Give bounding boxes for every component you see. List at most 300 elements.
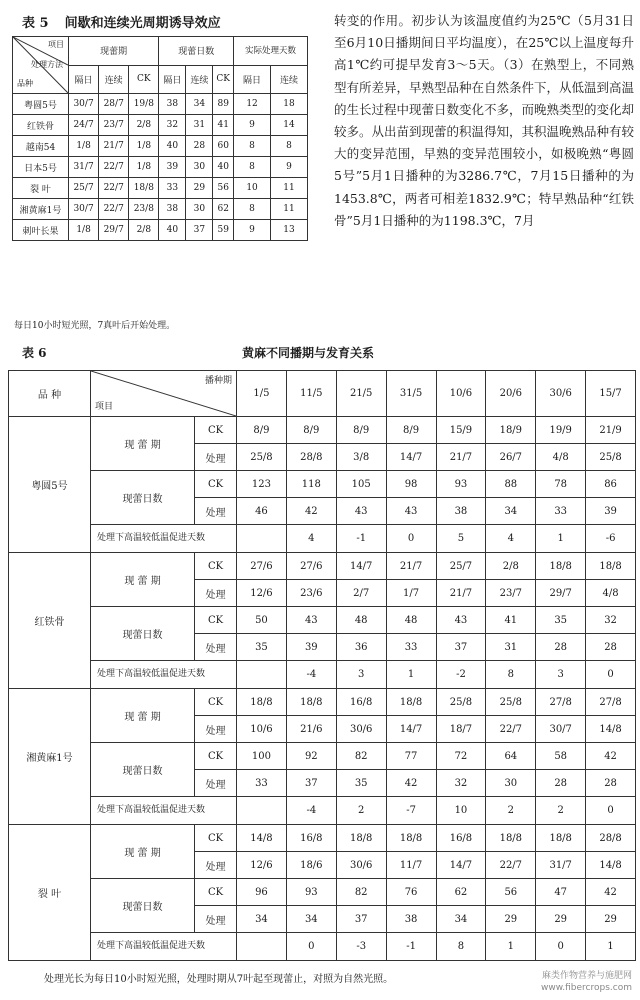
table6-cell: 33 — [237, 770, 287, 797]
table6-item-label: 现 蕾 期 — [91, 689, 195, 743]
table6-h-variety: 品 种 — [9, 371, 91, 417]
table5-cell: 12 — [234, 94, 271, 115]
table5-label: 表 5 — [22, 16, 49, 31]
table6-cell: 18/8 — [336, 825, 386, 852]
table6-advance-label: 处理下高温较低温促进天数 — [91, 933, 237, 961]
table6-kind-label: 处理 — [195, 580, 237, 607]
table5-h-item: 项目 — [48, 40, 64, 49]
table6-cell: 37 — [436, 634, 486, 661]
table6-cell: 21/7 — [436, 580, 486, 607]
table6-cell: 43 — [436, 607, 486, 634]
table6-cell: -3 — [336, 933, 386, 961]
table5-cell: 56 — [213, 178, 234, 199]
table6-cell: 14/8 — [237, 825, 287, 852]
table5-cell: 59 — [213, 220, 234, 241]
table6-title: 黄麻不同播期与发育关系 — [242, 346, 375, 360]
table5-subheader: 隔日 — [69, 65, 99, 94]
table6-cell: 18/8 — [386, 689, 436, 716]
table6-date-header: 30/6 — [536, 371, 586, 417]
table6-cell: 11/7 — [386, 852, 436, 879]
table6-cell: 16/8 — [336, 689, 386, 716]
table6-cell: 4/8 — [536, 444, 586, 471]
table6-cell: 35 — [336, 770, 386, 797]
table6-advance-label: 处理下高温较低温促进天数 — [91, 525, 237, 553]
table6-h-date: 播种期 — [204, 376, 232, 386]
table5-cell: 22/7 — [99, 157, 129, 178]
table6-cell: -4 — [286, 797, 336, 825]
table6-cell: 29 — [486, 906, 536, 933]
table6-cell: 82 — [336, 879, 386, 906]
table5-group2: 现蕾日数 — [159, 37, 234, 66]
table5-cell: 31 — [186, 115, 213, 136]
table6-cell: 30/6 — [336, 716, 386, 743]
table6-cell: 29 — [586, 906, 636, 933]
table5-cell: 9 — [234, 220, 271, 241]
table5-group3: 实际处理天数 — [234, 37, 308, 66]
table6-cell: 18/7 — [436, 716, 486, 743]
table5-variety: 越南54 — [13, 136, 69, 157]
table6-cell: 33 — [536, 498, 586, 525]
table-row — [9, 553, 636, 580]
table6-kind-label: CK — [195, 607, 237, 634]
table6-cell: 2 — [536, 797, 586, 825]
table6-cell: 76 — [386, 879, 436, 906]
table6-cell: 93 — [286, 879, 336, 906]
table5-variety: 刺叶长果 — [13, 220, 69, 241]
table6-cell: 38 — [386, 906, 436, 933]
table6-cell: 30 — [486, 770, 536, 797]
table6-kind-label: CK — [195, 553, 237, 580]
table6-variety: 粤圆5号 — [9, 417, 91, 553]
table-row — [9, 689, 636, 716]
table6-cell: 23/6 — [286, 580, 336, 607]
table6-cell: 123 — [237, 471, 287, 498]
table6-cell — [237, 797, 287, 825]
table5-cell: 32 — [159, 115, 186, 136]
table6-cell: 14/7 — [386, 716, 436, 743]
table6-cell: 25/8 — [586, 444, 636, 471]
table6-cell: 18/8 — [386, 825, 436, 852]
table5-cell: 21/7 — [99, 136, 129, 157]
table6-cell: 14/7 — [436, 852, 486, 879]
table6-cell: 34 — [486, 498, 536, 525]
table6-cell: 25/8 — [486, 689, 536, 716]
table6-cell: -6 — [586, 525, 636, 553]
table6-cell: 2/7 — [336, 580, 386, 607]
table6-cell: 18/9 — [486, 417, 536, 444]
table6-cell: 14/7 — [336, 553, 386, 580]
table6-cell: 26/7 — [486, 444, 536, 471]
table5-cell: 24/7 — [69, 115, 99, 136]
table6-cell: 47 — [536, 879, 586, 906]
table6-cell: 8/9 — [386, 417, 436, 444]
table6-kind-label: 处理 — [195, 770, 237, 797]
table6-cell: 27/8 — [536, 689, 586, 716]
table6-cell: 32 — [586, 607, 636, 634]
table5-cell: 40 — [213, 157, 234, 178]
table6-advance-label: 处理下高温较低温促进天数 — [91, 797, 237, 825]
table6-cell: 0 — [536, 933, 586, 961]
table5-cell: 28/7 — [99, 94, 129, 115]
table6-cell: 2 — [336, 797, 386, 825]
table6-cell: 42 — [286, 498, 336, 525]
table6-cell: 15/9 — [436, 417, 486, 444]
table5-cell: 1/8 — [129, 157, 159, 178]
table6-item-label: 现蕾日数 — [91, 743, 195, 797]
watermark-line-2: www.fibercrops.com — [541, 983, 632, 993]
table6-cell: 10/6 — [237, 716, 287, 743]
table6-cell: 64 — [486, 743, 536, 770]
table-row — [9, 417, 636, 444]
table5 — [12, 36, 308, 241]
table6-cell — [237, 933, 287, 961]
table5-cell: 62 — [213, 199, 234, 220]
body-paragraph: 转变的作用。初步认为该温度值约为25℃（5月31日至6月10日播期间日平均温度），在25℃以上温度每升高1℃约可提早发育3～5天。（3）在熟型上，不同熟型有所差异，早熟型品种在自然条件下，从低温到高温的生长过程中现蕾日数变化不多，而晚熟类型的变化却较多。从出苗到现蕾的积温得知，其积温晚熟品种有较大的变异范围，早熟的变异范围较小，如极晚熟“粤圆5号”5月1日播种的为3286.7℃，7月15日播种的为1453.8℃，两者可相差1832.9℃；特早熟品种“红铁骨”5月1日播种的为1198.3℃，7月 — [334, 13, 635, 228]
table6-cell: 23/7 — [486, 580, 536, 607]
table5-cell: 19/8 — [129, 94, 159, 115]
table6-cell: 43 — [336, 498, 386, 525]
table5-variety: 裂 叶 — [13, 178, 69, 199]
table5-subheader: CK — [129, 65, 159, 94]
table6-cell: 18/8 — [586, 553, 636, 580]
table6-date-header: 20/6 — [486, 371, 536, 417]
table-row — [9, 743, 636, 770]
table5-cell: 23/8 — [129, 199, 159, 220]
table5-cell: 8 — [271, 136, 308, 157]
table6-cell: 16/8 — [286, 825, 336, 852]
table6-date-header: 10/6 — [436, 371, 486, 417]
table6-cell: 37 — [336, 906, 386, 933]
table5-note: 每日10小时短光照，7真叶后开始处理。 — [14, 321, 176, 331]
table6-item-label: 现蕾日数 — [91, 879, 195, 933]
table-row — [9, 933, 636, 961]
table6-cell: 29/7 — [536, 580, 586, 607]
table6-cell: 0 — [386, 525, 436, 553]
table5-cell: 8 — [234, 199, 271, 220]
table5-cell: 2/8 — [129, 115, 159, 136]
table6-kind-label: CK — [195, 825, 237, 852]
table6-cell: 22/7 — [486, 852, 536, 879]
table6-cell: 37 — [286, 770, 336, 797]
table6-cell: 8 — [486, 661, 536, 689]
table-row — [13, 115, 308, 136]
table6-cell: 41 — [486, 607, 536, 634]
table6-cell — [237, 525, 287, 553]
table6-cell: 18/8 — [237, 689, 287, 716]
table6-cell: 42 — [586, 879, 636, 906]
table6-cell: 50 — [237, 607, 287, 634]
table6-kind-label: CK — [195, 471, 237, 498]
table6-cell: 3 — [336, 661, 386, 689]
table6-cell: 27/6 — [237, 553, 287, 580]
table-row — [9, 471, 636, 498]
table6-cell: 105 — [336, 471, 386, 498]
table6-cell: 16/8 — [436, 825, 486, 852]
table6-cell: 58 — [536, 743, 586, 770]
table6-date-header: 21/5 — [336, 371, 386, 417]
table6-cell: 38 — [436, 498, 486, 525]
table6-cell: 4/8 — [586, 580, 636, 607]
table6-cell: 8 — [436, 933, 486, 961]
table-row — [13, 199, 308, 220]
table6-kind-label: CK — [195, 743, 237, 770]
table6-date-header: 15/7 — [586, 371, 636, 417]
table6-variety: 裂 叶 — [9, 825, 91, 961]
table5-cell: 8 — [234, 157, 271, 178]
table6-variety: 湘黄麻1号 — [9, 689, 91, 825]
table5-cell: 41 — [213, 115, 234, 136]
table6-cell: 43 — [286, 607, 336, 634]
table6-cell: 27/8 — [586, 689, 636, 716]
table6-cell: 118 — [286, 471, 336, 498]
table6-corner-header — [91, 371, 237, 417]
table6-kind-label: 处理 — [195, 634, 237, 661]
table6-cell: 25/7 — [436, 553, 486, 580]
table6-cell: 18/8 — [486, 825, 536, 852]
table6-h-item: 项目 — [95, 402, 114, 412]
table5-cell: 39 — [159, 157, 186, 178]
table6-cell: 18/6 — [286, 852, 336, 879]
table6-cell: 1 — [586, 933, 636, 961]
table5-cell: 11 — [271, 199, 308, 220]
table6-cell: 14/7 — [386, 444, 436, 471]
table6-kind-label: 处理 — [195, 852, 237, 879]
table6-cell: 98 — [386, 471, 436, 498]
table6-cell: 31/7 — [536, 852, 586, 879]
table6-item-label: 现蕾日数 — [91, 607, 195, 661]
table5-cell: 89 — [213, 94, 234, 115]
table6-kind-label: 处理 — [195, 444, 237, 471]
table5-cell: 9 — [271, 157, 308, 178]
table5-cell: 34 — [186, 94, 213, 115]
table6-cell: 12/6 — [237, 580, 287, 607]
table6-cell: 93 — [436, 471, 486, 498]
table6-cell: 1 — [536, 525, 586, 553]
table6-cell: 78 — [536, 471, 586, 498]
watermark — [541, 970, 632, 994]
table5-cell: 30 — [186, 157, 213, 178]
table6-caption — [22, 344, 622, 361]
table5-cell: 22/7 — [99, 178, 129, 199]
table6-cell: 19/9 — [536, 417, 586, 444]
table6-cell: 43 — [386, 498, 436, 525]
table6-cell: 48 — [386, 607, 436, 634]
table6-cell: 4 — [486, 525, 536, 553]
table6-cell: 18/8 — [536, 553, 586, 580]
table-row — [9, 825, 636, 852]
table6-cell: 32 — [436, 770, 486, 797]
table6-cell: 8/9 — [336, 417, 386, 444]
table6-cell: 8/9 — [286, 417, 336, 444]
table5-cell: 18/8 — [129, 178, 159, 199]
table-row — [13, 220, 308, 241]
table6-cell: 88 — [486, 471, 536, 498]
table5-cell: 30 — [186, 199, 213, 220]
table5-cell: 30/7 — [69, 199, 99, 220]
table6-cell: 34 — [286, 906, 336, 933]
table6-cell: 21/7 — [436, 444, 486, 471]
table6-cell: 4 — [286, 525, 336, 553]
table6-cell: 42 — [386, 770, 436, 797]
table6-cell: 35 — [237, 634, 287, 661]
table5-cell: 38 — [159, 94, 186, 115]
table6-cell: 29 — [536, 906, 586, 933]
table6-cell: 21/6 — [286, 716, 336, 743]
table6-kind-label: 处理 — [195, 498, 237, 525]
table6-item-label: 现 蕾 期 — [91, 553, 195, 607]
table-row — [9, 879, 636, 906]
table6-date-header: 31/5 — [386, 371, 436, 417]
table5-subheader: 隔日 — [159, 65, 186, 94]
table5-cell: 37 — [186, 220, 213, 241]
table5-cell: 29/7 — [99, 220, 129, 241]
table5-title: 间歇和连续光周期诱导效应 — [64, 16, 221, 31]
table5-variety: 日本5号 — [13, 157, 69, 178]
table6-cell: 48 — [336, 607, 386, 634]
table-row — [9, 797, 636, 825]
table5-cell: 2/8 — [129, 220, 159, 241]
table5-cell: 28 — [186, 136, 213, 157]
table6-cell: 14/8 — [586, 716, 636, 743]
table5-subheader: 隔日 — [234, 65, 271, 94]
table5-cell: 40 — [159, 220, 186, 241]
table5-subheader: CK — [213, 65, 234, 94]
table6-cell: 8/9 — [237, 417, 287, 444]
table6-cell: 22/7 — [486, 716, 536, 743]
table6-cell: 34 — [237, 906, 287, 933]
table6-cell: 77 — [386, 743, 436, 770]
table5-cell: 18 — [271, 94, 308, 115]
table6-cell: 31 — [486, 634, 536, 661]
table5-cell: 29 — [186, 178, 213, 199]
table6-cell: 34 — [436, 906, 486, 933]
table5-cell: 60 — [213, 136, 234, 157]
table6-label: 表 6 — [22, 346, 47, 360]
table5-subheader: 连续 — [99, 65, 129, 94]
table6-cell: 0 — [286, 933, 336, 961]
table5-cell: 13 — [271, 220, 308, 241]
table6 — [8, 370, 636, 961]
table6-cell: 2 — [486, 797, 536, 825]
table6-cell: 28 — [536, 634, 586, 661]
table-row — [9, 525, 636, 553]
table6-cell: 1/7 — [386, 580, 436, 607]
table6-cell: 28 — [536, 770, 586, 797]
table6-item-label: 现 蕾 期 — [91, 825, 195, 879]
table6-cell: 2/8 — [486, 553, 536, 580]
table-row — [13, 178, 308, 199]
table6-advance-label: 处理下高温较低温促进天数 — [91, 661, 237, 689]
table5-cell: 1/8 — [69, 136, 99, 157]
table5-cell: 23/7 — [99, 115, 129, 136]
table5-subheader: 连续 — [186, 65, 213, 94]
table5-cell: 9 — [234, 115, 271, 136]
table6-kind-label: 处理 — [195, 906, 237, 933]
table6-cell — [237, 661, 287, 689]
table6-cell: 12/6 — [237, 852, 287, 879]
table6-cell: 46 — [237, 498, 287, 525]
table6-kind-label: CK — [195, 879, 237, 906]
table5-cell: 22/7 — [99, 199, 129, 220]
table6-cell: 36 — [336, 634, 386, 661]
table6-cell: -4 — [286, 661, 336, 689]
table6-cell: 0 — [586, 797, 636, 825]
table6-cell: 28/8 — [586, 825, 636, 852]
table-row — [13, 136, 308, 157]
table6-cell: 14/8 — [586, 852, 636, 879]
table6-cell: 28 — [586, 770, 636, 797]
table6-cell: 21/7 — [386, 553, 436, 580]
table6-kind-label: CK — [195, 689, 237, 716]
table6-cell: 18/8 — [536, 825, 586, 852]
table6-variety: 红铁骨 — [9, 553, 91, 689]
table6-cell: -2 — [436, 661, 486, 689]
table5-caption — [22, 12, 221, 31]
table6-item-label: 现蕾日数 — [91, 471, 195, 525]
table5-cell: 31/7 — [69, 157, 99, 178]
table5-h-treat: 处理方法 — [31, 60, 63, 69]
table5-h-variety: 品种 — [17, 79, 33, 88]
table6-kind-label: 处理 — [195, 716, 237, 743]
table6-cell: 39 — [586, 498, 636, 525]
table5-cell: 14 — [271, 115, 308, 136]
table6-cell: 39 — [286, 634, 336, 661]
table6-cell: 3 — [536, 661, 586, 689]
table5-subheader: 连续 — [271, 65, 308, 94]
table6-cell: -7 — [386, 797, 436, 825]
table5-variety: 粤圆5号 — [13, 94, 69, 115]
table5-cell: 11 — [271, 178, 308, 199]
table-row — [9, 661, 636, 689]
table6-cell: 27/6 — [286, 553, 336, 580]
table6-note: 处理光长为每日10小时短光照，处理时期从7叶起至现蕾止，对照为自然光照。 — [44, 974, 394, 985]
table6-date-header: 1/5 — [237, 371, 287, 417]
table5-group1: 现蕾期 — [69, 37, 159, 66]
table5-cell: 33 — [159, 178, 186, 199]
table5-cell: 1/8 — [69, 220, 99, 241]
table6-cell: 18/8 — [286, 689, 336, 716]
table6-cell: 25/8 — [237, 444, 287, 471]
table6-cell: 3/8 — [336, 444, 386, 471]
table-row — [9, 607, 636, 634]
table6-cell: 30/7 — [536, 716, 586, 743]
table6-cell: 100 — [237, 743, 287, 770]
table5-cell: 30/7 — [69, 94, 99, 115]
table-row — [13, 94, 308, 115]
table6-cell: 0 — [586, 661, 636, 689]
table5-cell: 8 — [234, 136, 271, 157]
table5-variety: 红铁骨 — [13, 115, 69, 136]
table6-cell: 21/9 — [586, 417, 636, 444]
table6-cell: 1 — [486, 933, 536, 961]
table6-cell: 25/8 — [436, 689, 486, 716]
table-row — [13, 157, 308, 178]
watermark-line-1: 麻类作物营养与施肥网 — [541, 971, 632, 981]
table5-cell: 25/7 — [69, 178, 99, 199]
table6-item-label: 现 蕾 期 — [91, 417, 195, 471]
table6-cell: 28/8 — [286, 444, 336, 471]
table6-cell: 56 — [486, 879, 536, 906]
table6-cell: 10 — [436, 797, 486, 825]
table5-cell: 40 — [159, 136, 186, 157]
table6-date-header: 11/5 — [286, 371, 336, 417]
table6-cell: 62 — [436, 879, 486, 906]
table6-kind-label: CK — [195, 417, 237, 444]
table6-cell: -1 — [386, 933, 436, 961]
table6-cell: 5 — [436, 525, 486, 553]
table5-cell: 1/8 — [129, 136, 159, 157]
table5-cell: 38 — [159, 199, 186, 220]
